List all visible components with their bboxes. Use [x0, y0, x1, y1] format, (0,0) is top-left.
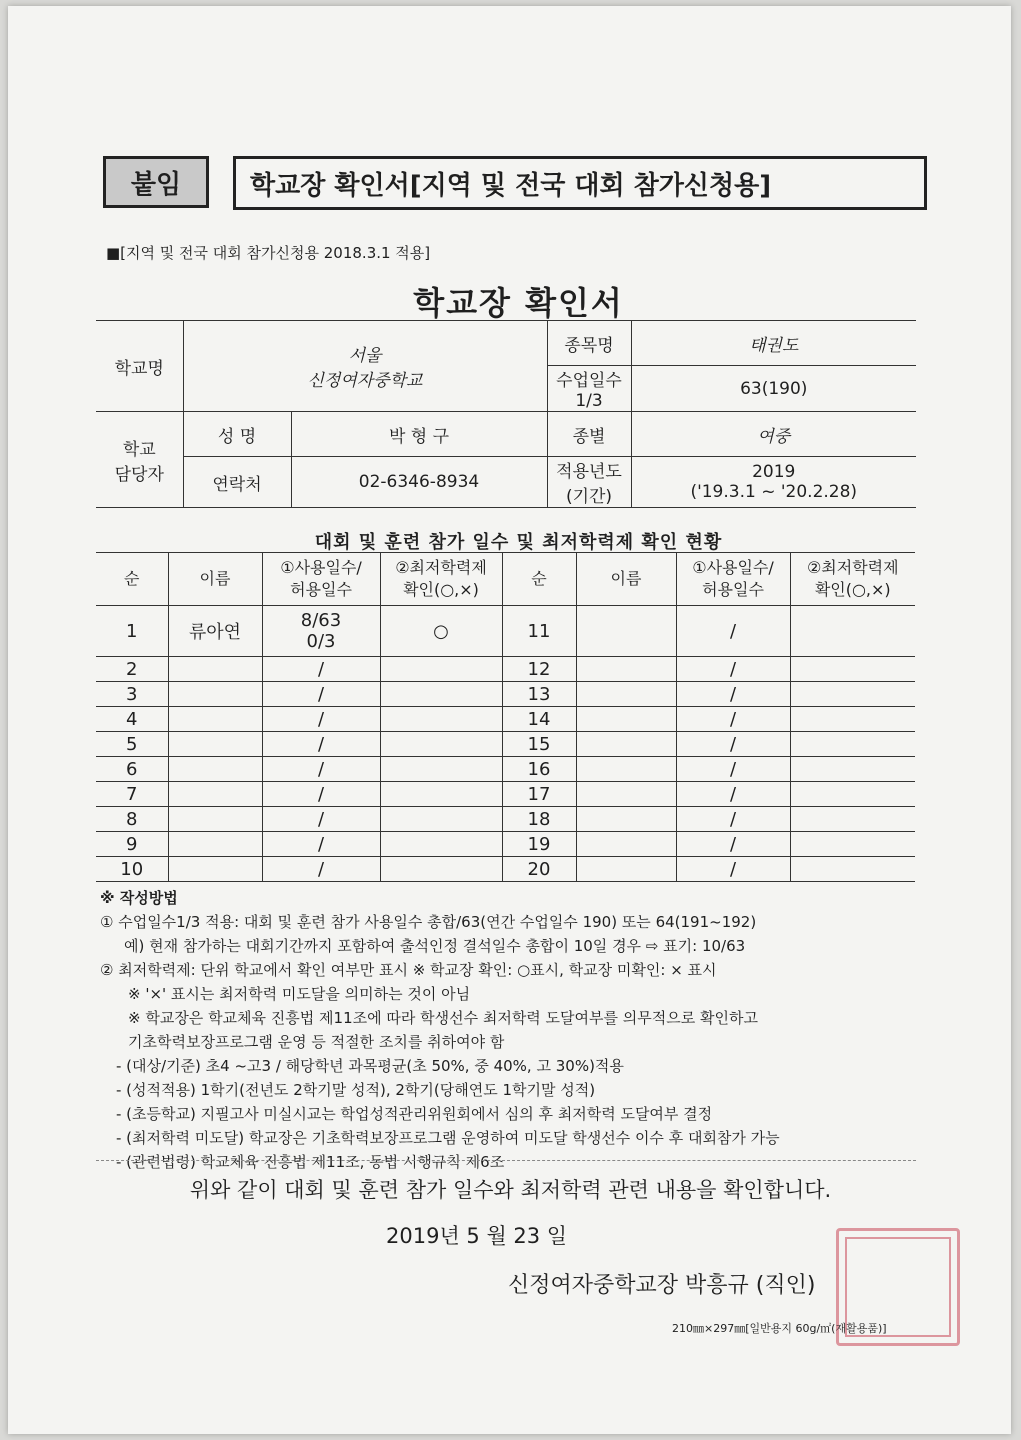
row-name — [576, 832, 676, 857]
row-academic — [790, 606, 915, 657]
school-value: 서울 신정여자중학교 — [183, 321, 547, 412]
row-name — [576, 782, 676, 807]
school-label: 학교명 — [96, 321, 183, 412]
instructions-title: ※ 작성방법 — [100, 889, 178, 907]
row-days: / — [262, 657, 380, 682]
row-name — [576, 757, 676, 782]
row-no: 12 — [502, 657, 576, 682]
table-row — [96, 832, 915, 857]
row-academic — [380, 682, 502, 707]
header-days: ①사용일수/ 허용일수 — [676, 553, 790, 606]
instruction-line: - (최저학력 미도달) 학교장은 기초학력보장프로그램 운영하여 미도달 학생선수 이수 후 대회참가 가능 — [116, 1129, 780, 1147]
type-value: 여중 — [631, 412, 916, 457]
row-name — [168, 832, 262, 857]
instruction-line: ① 수업일수1/3 적용: 대회 및 훈련 참가 사용일수 총합/63(연간 수업일수 190) 또는 64(191~192) — [100, 913, 757, 931]
roster-title: 대회 및 훈련 참가 일수 및 최저학력제 확인 현황 — [314, 532, 723, 553]
row-academic — [380, 782, 502, 807]
header-no: 순 — [96, 553, 168, 606]
instruction-line: 예) 현재 참가하는 대회기간까지 포함하여 출석인정 결석일수 총합이 10일 경우 ⇨ 표기: 10/63 — [124, 937, 746, 955]
row-name — [576, 857, 676, 882]
instruction-line: - (관련법령) 학교체육 진흥법 제11조, 동법 시행규칙 제6조 — [116, 1153, 505, 1171]
table-row — [96, 757, 915, 782]
row-days: / — [676, 707, 790, 732]
document-title: 학교장 확인서 — [413, 284, 624, 322]
row-no: 6 — [96, 757, 168, 782]
row-academic — [790, 657, 915, 682]
row-days: / — [676, 682, 790, 707]
row-days: / — [676, 606, 790, 657]
row-academic — [380, 857, 502, 882]
row-no: 7 — [96, 782, 168, 807]
row-no: 9 — [96, 832, 168, 857]
header-no: 순 — [502, 553, 576, 606]
year-value: 2019 ('19.3.1 ~ '20.2.28) — [631, 457, 916, 508]
row-no: 15 — [502, 732, 576, 757]
row-name — [576, 707, 676, 732]
header-name: 이름 — [576, 553, 676, 606]
year-label: 적용년도 (기간) — [547, 457, 631, 508]
row-days: / — [676, 732, 790, 757]
row-no: 4 — [96, 707, 168, 732]
row-days: / — [262, 807, 380, 832]
table-row — [96, 782, 915, 807]
event-label: 종목명 — [547, 321, 631, 366]
attachment-badge: 붙임 — [103, 156, 209, 208]
instructions — [100, 886, 920, 1174]
row-days: / — [676, 807, 790, 832]
confirmation-statement: 위와 같이 대회 및 훈련 참가 일수와 최저학력 관련 내용을 확인합니다. — [189, 1178, 832, 1202]
row-name — [576, 807, 676, 832]
row-days: / — [262, 832, 380, 857]
row-no: 3 — [96, 682, 168, 707]
table-row — [96, 707, 915, 732]
instruction-line: 기초학력보장프로그램 운영 등 적절한 조치를 취하여야 함 — [128, 1033, 505, 1051]
row-name — [576, 606, 676, 657]
row-no: 13 — [502, 682, 576, 707]
row-no: 19 — [502, 832, 576, 857]
row-name — [168, 757, 262, 782]
header-days: ①사용일수/ 허용일수 — [262, 553, 380, 606]
row-no: 2 — [96, 657, 168, 682]
row-no: 16 — [502, 757, 576, 782]
row-no: 20 — [502, 857, 576, 882]
roster-table — [96, 552, 915, 882]
row-days: / — [262, 707, 380, 732]
days-value: 63(190) — [631, 366, 916, 412]
row-academic — [380, 807, 502, 832]
row-name — [168, 857, 262, 882]
row-academic — [790, 832, 915, 857]
event-value: 태권도 — [631, 321, 916, 366]
row-academic: ○ — [380, 606, 502, 657]
header-name: 이름 — [168, 553, 262, 606]
document-page — [8, 6, 1011, 1434]
row-academic — [790, 782, 915, 807]
row-no: 8 — [96, 807, 168, 832]
table-row — [96, 732, 915, 757]
type-label: 종별 — [547, 412, 631, 457]
paper-spec: 210㎜×297㎜[일반용지 60g/㎡(재활용품)] — [672, 1322, 887, 1335]
row-no: 11 — [502, 606, 576, 657]
document-header-title: 학교장 확인서[지역 및 전국 대회 참가신청용] — [233, 156, 927, 210]
applies-note: ■[지역 및 전국 대회 참가신청용 2018.3.1 적용] — [106, 244, 431, 262]
row-days: / — [676, 757, 790, 782]
instruction-line: - (초등학교) 지필고사 미실시교는 학업성적관리위원회에서 심의 후 최저학력 도달여부 결정 — [116, 1105, 713, 1123]
row-academic — [380, 732, 502, 757]
row-days: 8/63 0/3 — [262, 606, 380, 657]
row-name — [168, 807, 262, 832]
row-academic — [790, 757, 915, 782]
name-label: 성 명 — [183, 412, 291, 457]
row-academic — [790, 682, 915, 707]
table-row — [96, 657, 915, 682]
row-days: / — [676, 657, 790, 682]
row-no: 14 — [502, 707, 576, 732]
row-name — [168, 682, 262, 707]
row-academic — [380, 657, 502, 682]
row-academic — [790, 732, 915, 757]
table-row — [96, 682, 915, 707]
header-academic: ②최저학력제 확인(○,×) — [380, 553, 502, 606]
row-name — [168, 707, 262, 732]
row-academic — [790, 857, 915, 882]
row-academic — [790, 707, 915, 732]
row-days: / — [262, 782, 380, 807]
row-name — [168, 732, 262, 757]
row-days: / — [262, 682, 380, 707]
table-row — [96, 606, 915, 657]
divider — [96, 1160, 916, 1161]
row-name — [168, 782, 262, 807]
row-no: 17 — [502, 782, 576, 807]
row-academic — [790, 807, 915, 832]
row-name — [576, 682, 676, 707]
row-days: / — [676, 857, 790, 882]
contact-value: 02-6346-8934 — [291, 457, 547, 508]
row-academic — [380, 757, 502, 782]
row-name — [168, 657, 262, 682]
instruction-line: ※ '×' 표시는 최저학력 미도달을 의미하는 것이 아님 — [128, 985, 471, 1003]
header-academic: ②최저학력제 확인(○,×) — [790, 553, 915, 606]
row-name — [576, 732, 676, 757]
instruction-line: - (대상/기준) 초4 ~고3 / 해당학년 과목평균(초 50%, 중 40%, 고 30%)적용 — [116, 1057, 624, 1075]
table-row — [96, 857, 915, 882]
row-no: 10 — [96, 857, 168, 882]
table-row — [96, 807, 915, 832]
row-name — [576, 657, 676, 682]
row-days: / — [262, 732, 380, 757]
row-days: / — [262, 757, 380, 782]
instruction-line: ② 최저학력제: 단위 학교에서 확인 여부만 표시 ※ 학교장 확인: ○표시, 학교장 미확인: × 표시 — [100, 961, 717, 979]
contact-label: 연락처 — [183, 457, 291, 508]
row-academic — [380, 832, 502, 857]
instruction-line: ※ 학교장은 학교체육 진흥법 제11조에 따라 학생선수 최저학력 도달여부를 의무적으로 확인하고 — [128, 1009, 758, 1027]
row-days: / — [676, 782, 790, 807]
row-academic — [380, 707, 502, 732]
days-label: 수업일수 1/3 — [547, 366, 631, 412]
school-info-table — [96, 320, 916, 508]
row-no: 5 — [96, 732, 168, 757]
instruction-line: - (성적적용) 1학기(전년도 2학기말 성적), 2학기(당해연도 1학기말 성적) — [116, 1081, 596, 1099]
row-no: 1 — [96, 606, 168, 657]
row-no: 18 — [502, 807, 576, 832]
row-name: 류아연 — [168, 606, 262, 657]
issue-date: 2019년 5 월 23 일 — [386, 1224, 568, 1248]
row-days: / — [676, 832, 790, 857]
row-days: / — [262, 857, 380, 882]
name-value: 박 형 구 — [291, 412, 547, 457]
principal-signature: 신정여자중학교장 박흥규 (직인) — [508, 1273, 816, 1298]
staff-label: 학교 담당자 — [96, 412, 183, 508]
